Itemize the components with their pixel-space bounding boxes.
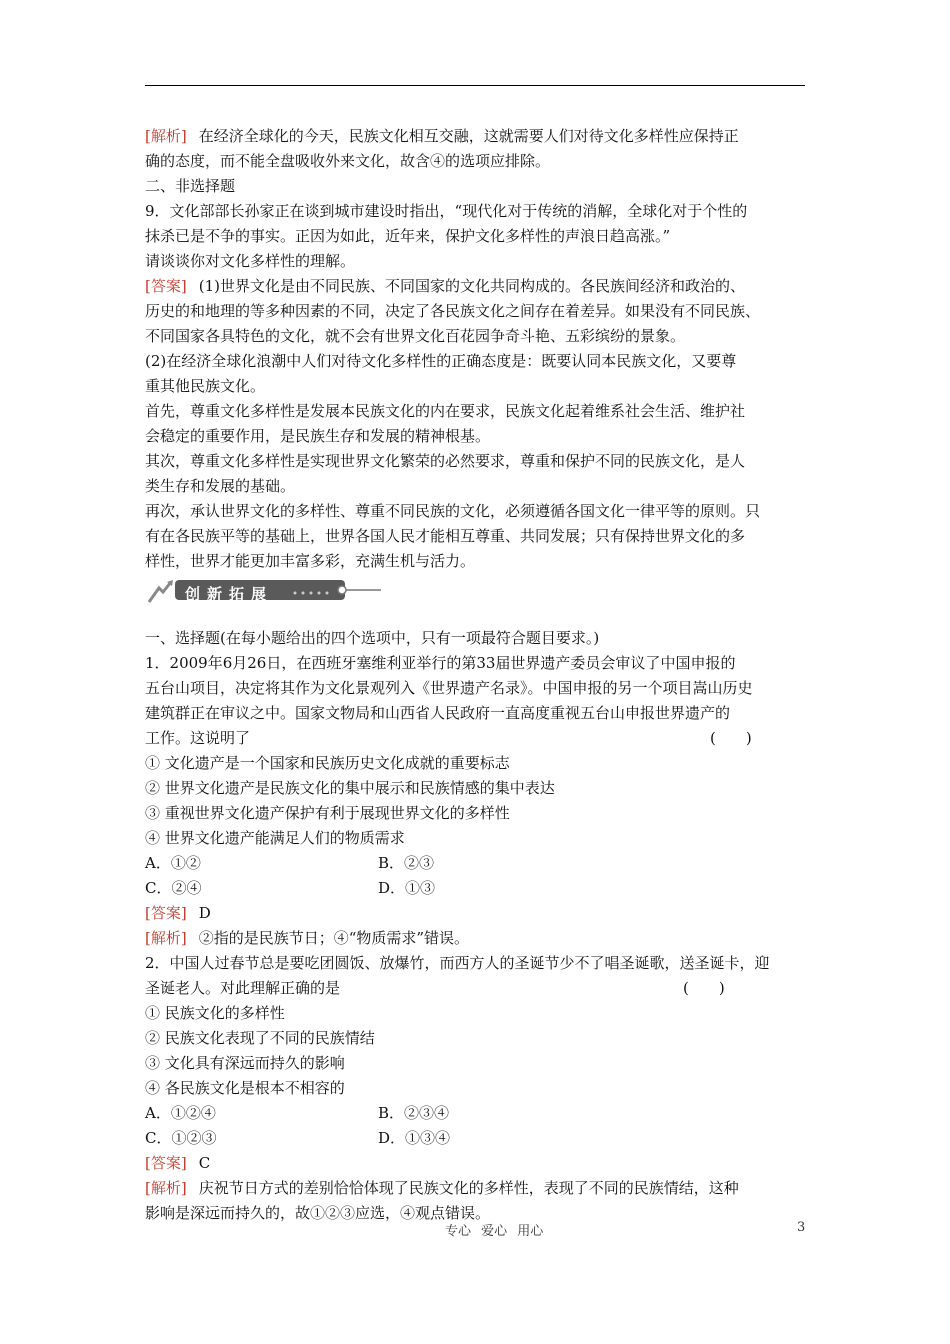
analysis-tag: [解析] (145, 929, 187, 947)
text-line: 再次，承认世界文化的多样性、尊重不同民族的文化，必须遵循各国文化一律平等的原则。只 (145, 502, 761, 520)
question-text: 2．中国人过春节总是要吃团圆饭、放爆竹，而西方人的圣诞节少不了唱圣诞歌，送圣诞卡，迎 (145, 954, 770, 972)
text-line: ②指的是民族节日；④“物质需求”错误。 (198, 929, 470, 947)
answer-paragraph (145, 274, 810, 299)
option-row (145, 851, 810, 876)
option-row (145, 1101, 810, 1126)
answer-tag: [答案] (145, 1154, 187, 1172)
analysis-paragraph (145, 124, 810, 149)
text-line: 在经济全球化的今天，民族文化相互交融，这就需要人们对待文化多样性应保持正 (198, 127, 739, 145)
statement-item: ② 世界文化遗产是民族文化的集中展示和民族情感的集中表达 (145, 779, 555, 797)
section-title: 一、选择题(在每小题给出的四个选项中，只有一项最符合题目要求。) (145, 629, 600, 647)
option-a: A．①② (145, 854, 201, 872)
analysis-line (145, 1176, 810, 1201)
text-line: 样性，世界才能更加丰富多彩，充满生机与活力。 (145, 552, 476, 570)
question-text: 请谈谈你对文化多样性的理解。 (145, 252, 356, 270)
answer-value: D (198, 904, 211, 922)
question-text: 9．文化部部长孙家正在谈到城市建设时指出，“现代化对于传统的消解，全球化对于个性的 (145, 202, 748, 220)
page-footer (0, 1220, 950, 1245)
text-line: (1)世界文化是由不同民族、不同国家的文化共同构成的。各民族间经济和政治的、 (198, 277, 745, 295)
text-line: 历史的和地理的等多种因素的不同，决定了各民族文化之间存在着差异。如果没有不同民族、 (145, 302, 761, 320)
option-c: C．①②③ (145, 1129, 217, 1147)
statement-item: ④ 各民族文化是根本不相容的 (145, 1079, 345, 1097)
section-banner (145, 576, 810, 626)
option-a: A．①②④ (145, 1104, 216, 1122)
statement-item: ① 民族文化的多样性 (145, 1004, 285, 1022)
footer-motto: 专心 爱心 用心 (445, 1224, 544, 1239)
option-row (145, 876, 810, 901)
statement-item: ③ 重视世界文化遗产保护有利于展现世界文化的多样性 (145, 804, 510, 822)
question-text: 建筑群正在审议之中。国家文物局和山西省人民政府一直高度重视五台山申报世界遗产的 (145, 704, 731, 722)
text-line: 会稳定的重要作用，是民族生存和发展的精神根基。 (145, 427, 491, 445)
option-b: B．②③④ (378, 1104, 450, 1122)
text-line: (2)在经济全球化浪潮中人们对待文化多样性的正确态度是：既要认同本民族文化，又要尊 (145, 352, 737, 370)
question-text: 抹杀已是不争的事实。正因为如此，近年来，保护文化多样性的声浪日趋高涨。” (145, 227, 671, 245)
question-text: 工作。这说明了 (145, 729, 251, 747)
banner-title: 创新拓展 (185, 585, 274, 603)
answer-tag: [答案] (145, 277, 187, 295)
text-line: 影响是深远而持久的，故①②③应选，④观点错误。 (145, 1204, 491, 1222)
statement-item: ① 文化遗产是一个国家和民族历史文化成就的重要标志 (145, 754, 510, 772)
section-title: 二、非选择题 (145, 177, 236, 195)
option-b: B．②③ (378, 854, 435, 872)
question-text: 五台山项目，决定将其作为文化景观列入《世界遗产名录》。中国申报的另一个项目嵩山历史 (145, 679, 753, 697)
text-line: 有在各民族平等的基础上，世界各国人民才能相互尊重、共同发展；只有保持世界文化的多 (145, 527, 746, 545)
statement-item: ④ 世界文化遗产能满足人们的物质需求 (145, 829, 405, 847)
option-d: D．①③④ (378, 1129, 451, 1147)
text-line: 重其他民族文化。 (145, 377, 266, 395)
text-line: 确的态度，而不能全盘吸收外来文化，故含④的选项应排除。 (145, 152, 551, 170)
answer-blank: ( ) (710, 729, 752, 747)
option-c: C．②④ (145, 879, 202, 897)
header-rule (145, 85, 805, 86)
answer-tag: [答案] (145, 904, 187, 922)
question-text: 圣诞老人。对此理解正确的是 (145, 979, 341, 997)
question-last-line (145, 726, 810, 751)
option-row (145, 1126, 810, 1151)
answer-value: C (198, 1154, 211, 1172)
answer-line (145, 901, 810, 926)
option-d: D．①③ (378, 879, 436, 897)
analysis-line (145, 926, 810, 951)
answer-line (145, 1151, 810, 1176)
text-line: 类生存和发展的基础。 (145, 477, 296, 495)
text-line: 不同国家各具特色的文化，就不会有世界文化百花园争奇斗艳、五彩缤纷的景象。 (145, 327, 686, 345)
analysis-tag: [解析] (145, 1179, 187, 1197)
analysis-tag: [解析] (145, 127, 187, 145)
page-number: 3 (797, 1220, 806, 1235)
answer-blank: ( ) (683, 979, 725, 997)
statement-item: ③ 文化具有深远而持久的影响 (145, 1054, 345, 1072)
statement-item: ② 民族文化表现了不同的民族情结 (145, 1029, 375, 1047)
question-text: 1．2009年6月26日，在西班牙塞维利亚举行的第33届世界遗产委员会审议了中国申报的 (145, 654, 736, 672)
text-line: 首先，尊重文化多样性是发展本民族文化的内在要求，民族文化起着维系社会生活、维护社 (145, 402, 746, 420)
question-last-line (145, 976, 810, 1001)
page-content (145, 124, 810, 1226)
text-line: 庆祝节日方式的差别恰恰体现了民族文化的多样性，表现了不同的民族情结，这种 (198, 1179, 739, 1197)
text-line: 其次，尊重文化多样性是实现世界文化繁荣的必然要求，尊重和保护不同的民族文化，是人 (145, 452, 746, 470)
